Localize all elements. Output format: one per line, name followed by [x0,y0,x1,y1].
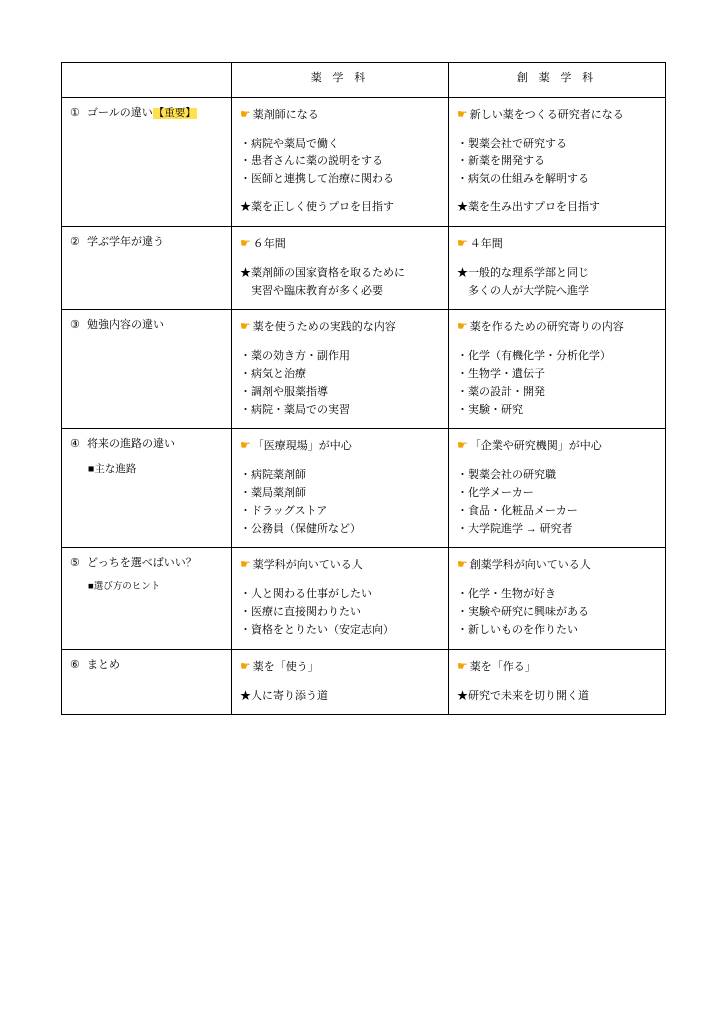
list-item: ・病院薬剤師 [240,469,306,482]
highlight-note-line2: 多くの人が大学院へ進学 [468,284,589,297]
list-item: ・公務員（保健所など） [240,522,361,535]
table-row [62,548,666,649]
table-row [62,97,666,226]
cell-lead: ☛ 創薬学科が向いている人 [457,557,591,572]
pointing-hand-icon: ☛ [457,235,468,250]
row-label-career [62,429,232,548]
list-item: ・病気と治療 [240,367,306,380]
pointing-hand-icon: ☛ [457,557,468,572]
list-item: ・資格をとりたい（安定志向） [240,623,394,636]
cell-years-pharmacy [232,226,449,309]
cell-career-drugdiscovery [449,429,666,548]
list-item: ・化学・生物が好き [457,588,556,601]
cell-study-pharmacy [232,310,449,429]
highlight-note-line2: 実習や臨床教育が多く必要 [251,284,383,297]
pointing-hand-icon: ☛ [457,658,468,673]
list-item: ・ドラッグストア [240,504,328,517]
row-sublabel: ■主な進路 [88,464,137,476]
pointing-hand-icon: ☛ [240,557,251,572]
cell-lead: ☛ 薬を使うための実践的な内容 [240,319,396,334]
list-item: ・医師と連携して治療に関わる [240,173,394,186]
list-item: ・食品・化粧品メーカー [457,504,578,517]
list-item: ・病院・薬局での実習 [240,403,350,416]
pointing-hand-icon: ☛ [240,438,251,453]
cell-summary-drugdiscovery [449,649,666,715]
list-item: ・薬の効き方・副作用 [240,350,350,363]
list-item: ・患者さんに薬の説明をする [240,155,383,168]
pointing-hand-icon: ☛ [240,235,251,250]
row-label-text: 将来の進路の違い [87,438,175,451]
list-item: ・大学院進学 → 研究者 [457,522,573,535]
cell-study-drugdiscovery [449,310,666,429]
row-label-text: 勉強内容の違い [87,319,164,332]
table-header [62,63,666,98]
list-item: ・薬局薬剤師 [240,487,306,499]
highlight-note: ★薬を正しく使うプロを目指す [240,201,394,214]
row-number: ③ [70,319,80,332]
cell-summary-pharmacy [232,649,449,715]
pointing-hand-icon: ☛ [240,658,251,673]
row-label-goal [62,97,232,226]
row-label-study [62,310,232,429]
list-item: ・化学メーカー [457,487,534,499]
highlight-note: ★薬剤師の国家資格を取るために [240,266,405,279]
pointing-hand-icon: ☛ [240,319,251,334]
pointing-hand-icon: ☛ [457,319,468,334]
list-item: ・製薬会社の研究職 [457,469,556,482]
list-item: ・新しいものを作りたい [457,623,578,636]
cell-choice-pharmacy [232,548,449,649]
list-item: ・実験や研究に興味がある [457,606,589,619]
list-item: ・新薬を開発する [457,155,545,168]
list-item: ・化学（有機化学・分析化学） [457,350,611,363]
row-label-text: まとめ [87,658,120,671]
cell-years-drugdiscovery [449,226,666,309]
table-body [62,97,666,715]
cell-lead: ☛ 薬を作るための研究寄りの内容 [457,319,624,334]
row-number: ② [70,235,80,248]
list-item: ・生物学・遺伝子 [457,367,545,380]
row-label-text: ゴールの違い [87,106,153,119]
cell-goal-pharmacy [232,97,449,226]
cell-lead: ☛ 薬剤師になる [240,106,319,121]
pointing-hand-icon: ☛ [457,438,468,453]
cell-lead: ☛ 薬学科が向いている人 [240,557,363,572]
important-badge: 【重要】 [153,107,196,119]
pointing-hand-icon: ☛ [457,106,468,121]
cell-lead: ☛ 新しい薬をつくる研究者になる [457,106,624,121]
cell-lead: ☛ ４年間 [457,235,503,250]
row-label-choice [62,548,232,649]
list-item: ・薬の設計・開発 [457,385,545,398]
cell-choice-drugdiscovery [449,548,666,649]
row-label-text: 学ぶ学年が違う [87,235,164,248]
highlight-note: ★研究で未来を切り開く道 [457,689,589,702]
table-row [62,429,666,548]
row-label-summary [62,649,232,715]
cell-lead: ☛ 薬を「使う」 [240,658,319,673]
table-row [62,310,666,429]
list-item: ・病院や薬局で働く [240,137,339,150]
row-sublabel: ■選び方のヒント [88,582,161,593]
list-item: ・製薬会社で研究する [457,137,567,150]
cell-lead: ☛ 「医療現場」が中心 [240,438,352,453]
table-row [62,226,666,309]
table-header-row [62,63,666,98]
header-label-col [62,63,232,98]
table-row [62,649,666,715]
list-item: ・実験・研究 [457,403,523,416]
cell-career-pharmacy [232,429,449,548]
list-item: ・医療に直接関わりたい [240,606,361,619]
row-label-years [62,226,232,309]
list-item: ・調剤や服薬指導 [240,385,328,398]
row-number: ⑥ [70,658,80,671]
header-col-drugdiscovery: 創 薬 学 科 [449,63,666,98]
highlight-note: ★薬を生み出すプロを目指す [457,201,600,214]
list-item: ・病気の仕組みを解明する [457,173,589,186]
cell-lead: ☛ 薬を「作る」 [457,658,536,673]
row-number: ① [70,106,80,119]
list-item: ・人と関わる仕事がしたい [240,588,372,601]
header-col-pharmacy: 薬 学 科 [232,63,449,98]
row-number: ⑤ [70,557,80,570]
row-number: ④ [70,438,80,451]
comparison-table [61,62,666,715]
highlight-note: ★一般的な理系学部と同じ [457,266,589,279]
cell-lead: ☛ 「企業や研究機関」が中心 [457,438,602,453]
cell-lead: ☛ ６年間 [240,235,286,250]
highlight-note: ★人に寄り添う道 [240,689,328,702]
pointing-hand-icon: ☛ [240,106,251,121]
row-label-text: どっちを選べばいい？ [87,557,197,570]
cell-goal-drugdiscovery [449,97,666,226]
